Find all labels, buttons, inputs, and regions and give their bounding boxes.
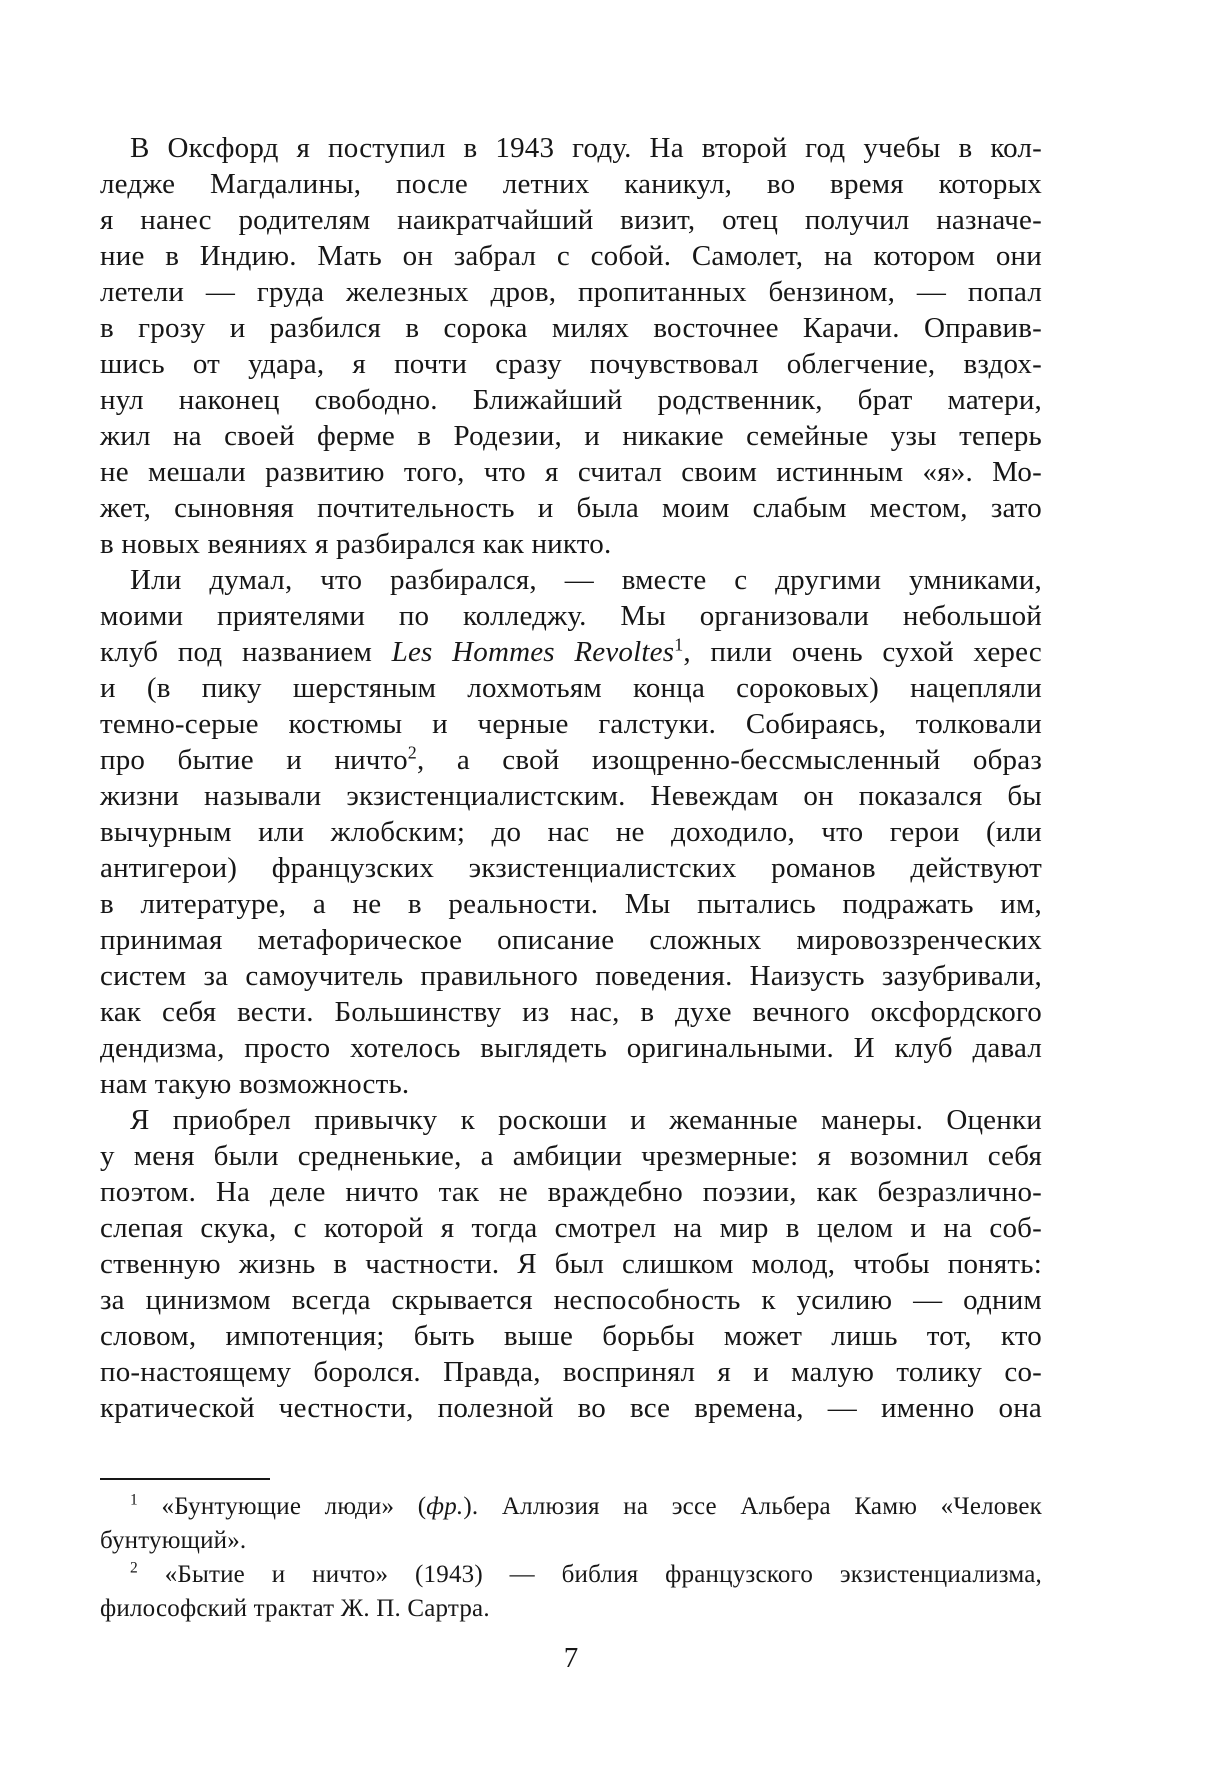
text-line: ственную жизнь в частности. Я был слишком молод, чтобы понять: [100,1248,1042,1280]
footnote [100,1490,1042,1558]
text-line: поэтом. На деле ничто так не враждебно поэзии, как безразлично- [100,1176,1042,1208]
text-line: ледже Магдалины, после летних каникул, во время которых [100,168,1042,200]
footnote-ref: 2 [130,1559,138,1577]
text-line: словом, импотенция; быть выше борьбы может лишь тот, кто [100,1320,1042,1352]
page-number: 7 [563,1642,579,1674]
text-line: в грозу и разбился в сорока милях восточнее Карачи. Оправив- [100,312,1042,344]
text-line: в литературе, а не в реальности. Мы пытались подражать им, [100,888,1042,920]
text-column [100,130,1042,1676]
text-line: В Оксфорд я поступил в 1943 году. На второй год учебы в кол- [130,132,1042,164]
body-text [100,130,1042,1426]
text-line: систем за самоучитель правильного поведения. Наизусть зазубривали, [100,960,1042,992]
text-line: кратической честности, полезной во все времена, — именно она [100,1392,1042,1424]
text-segment: про бытие и ничто [100,744,408,776]
text-line: в новых веяниях я разбирался как никто. [100,528,612,560]
footnote-separator [100,1478,270,1480]
footnotes [100,1490,1042,1626]
text-line: Или думал, что разбирался, — вместе с другими умниками, [130,564,1042,596]
text-line: вычурным или жлобским; до нас не доходило, что герои (или [100,816,1042,848]
text-line: я нанес родителям наикратчайший визит, отец получил назначе- [100,204,1042,236]
footnote-ref: 1 [130,1491,138,1509]
text-line: у меня были средненькие, а амбиции чрезмерные: я возомнил себя [100,1140,1042,1172]
footnote-line [100,1558,1042,1592]
text-segment: , пили очень сухой херес [683,636,1042,668]
text-line: антигерои) французских экзистенциалистских романов действуют [100,852,1042,884]
text-segment: ). Аллюзия на эссе Альбера Камю «Человек [463,1493,1042,1520]
text-line: слепая скука, с которой я тогда смотрел на мир в целом и на соб- [100,1212,1042,1244]
text-line: нул наконец свободно. Ближайший родственник, брат матери, [100,384,1042,416]
italic-text: фр. [426,1493,464,1520]
text-line: не мешали развитию того, что я считал своим истинным «я». Мо- [100,456,1042,488]
text-line: как себя вести. Большинству из нас, в духе вечного оксфордского [100,996,1042,1028]
text-line: жил на своей ферме в Родезии, и никакие семейные узы теперь [100,420,1042,452]
text-line: жизни называли экзистенциалистским. Невеждам он показался бы [100,780,1042,812]
footnote-ref: 2 [407,742,417,763]
text-segment: «Бунтующие люди» ( [137,1493,427,1520]
text-line: принимая метафорическое описание сложных мировоззренческих [100,924,1042,956]
footnote-ref: 1 [674,634,684,655]
text-line: Я приобрел привычку к роскоши и жеманные манеры. Оценки [130,1104,1042,1136]
paragraph [100,562,1042,1102]
footnote [100,1558,1042,1626]
text-line: шись от удара, я почти сразу почувствовал облегчение, вздох- [100,348,1042,380]
text-line: за цинизмом всегда скрывается неспособность к усилию — одним [100,1284,1042,1316]
text-line: летели — груда железных дров, пропитанных бензином, — попал [100,276,1042,308]
footnote-line [100,1490,1042,1524]
text-segment: , а свой изощренно-бессмысленный образ [416,744,1042,776]
footnote-line: философский трактат Ж. П. Сартра. [100,1595,490,1622]
text-line: по-настоящему боролся. Правда, воспринял я и малую толику со- [100,1356,1042,1388]
text-segment: клуб под названием [100,636,392,668]
text-line: дендизма, просто хотелось выглядеть оригинальными. И клуб давал [100,1032,1042,1064]
text-line: нам такую возможность. [100,1068,410,1100]
paragraph [100,130,1042,562]
text-line: жет, сыновняя почтительность и была моим слабым местом, зато [100,492,1042,524]
footnote-line: бунтующий». [100,1527,247,1554]
text-line: моими приятелями по колледжу. Мы организовали небольшой [100,600,1042,632]
italic-text: Les Hommes Revoltes [391,636,675,668]
text-segment: «Бытие и ничто» (1943) — библия французского экзистенциализма, [137,1561,1042,1588]
text-line [100,634,1042,670]
text-line: и (в пику шерстяным лохмотьям конца сороковых) нацепляли [100,672,1042,704]
paragraph [100,1102,1042,1426]
text-line: ние в Индию. Мать он забрал с собой. Самолет, на котором они [100,240,1042,272]
text-line [100,742,1042,778]
text-line: темно-серые костюмы и черные галстуки. Собираясь, толковали [100,708,1042,740]
